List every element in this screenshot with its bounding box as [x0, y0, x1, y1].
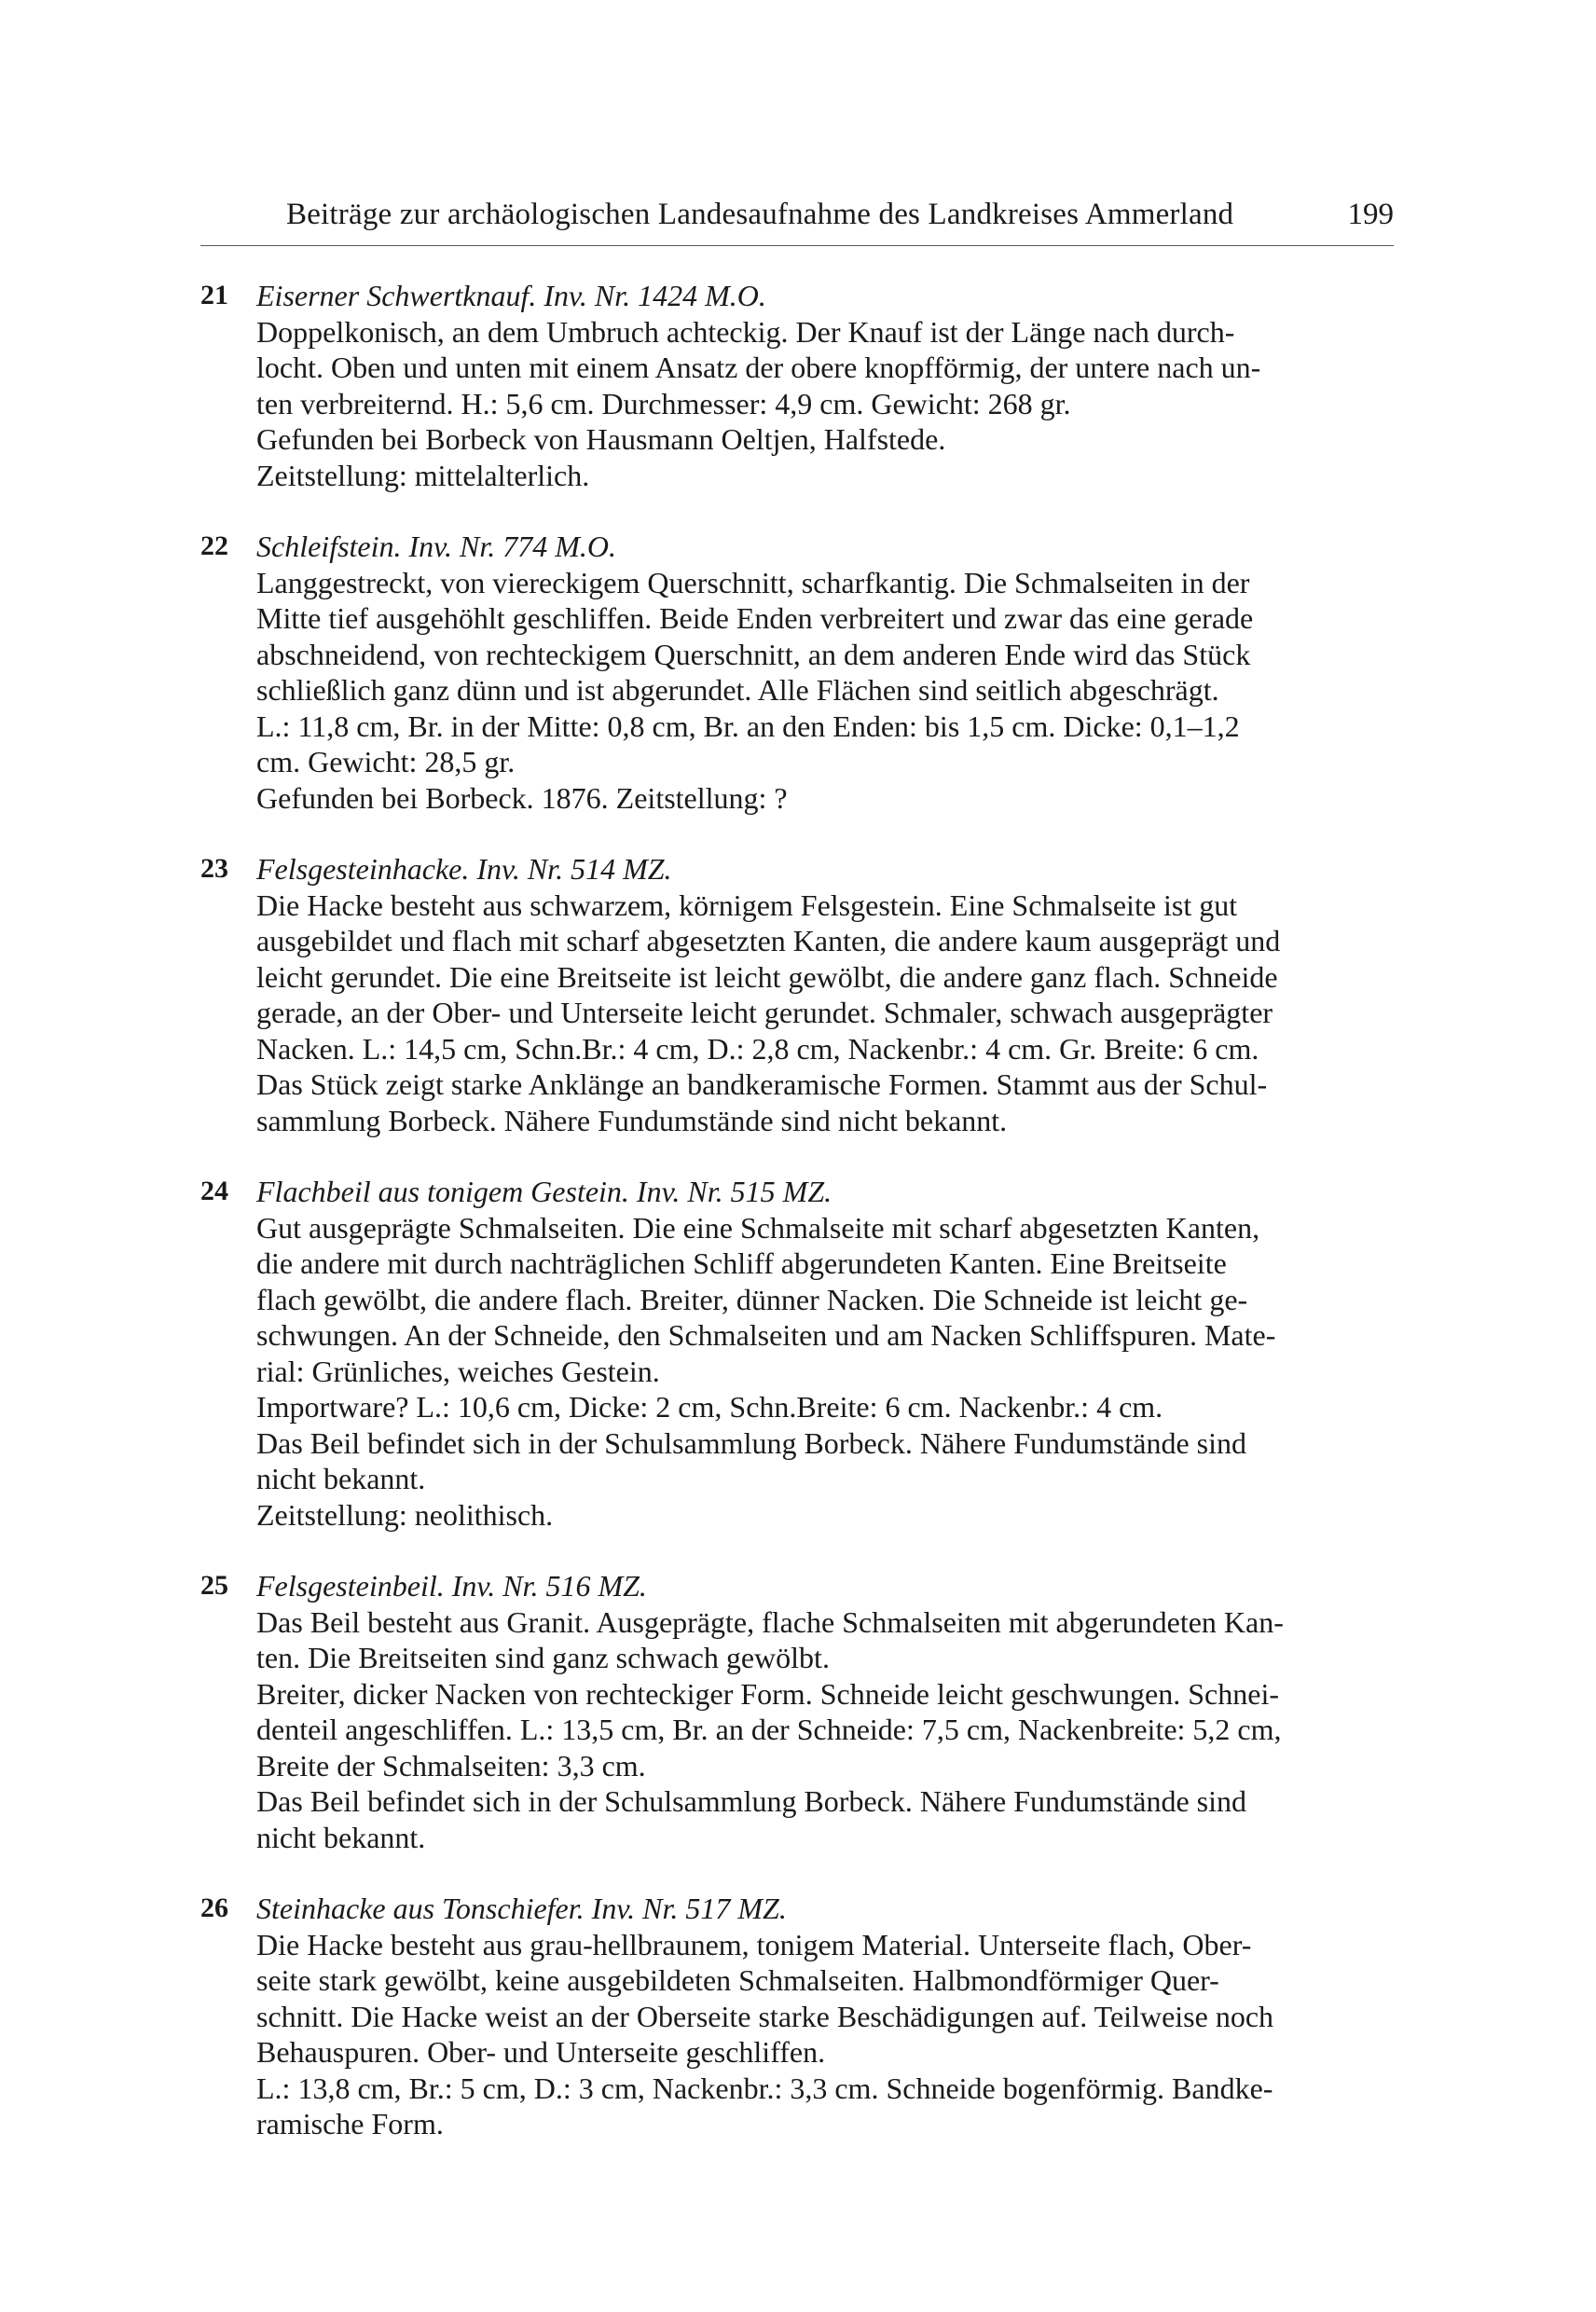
entry-text-line: Gut ausgeprägte Schmalseiten. Die eine Schmalseite mit scharf abgesetzten Kanten, — [256, 1210, 1260, 1245]
entry-text-line: gerade, an der Ober- und Unterseite leicht gerundet. Schmaler, schwach ausgeprägter — [256, 996, 1273, 1029]
entry-text-line: Die Hacke besteht aus grau-hellbraunem, tonigem Material. Unterseite flach, Ober- — [256, 1927, 1252, 1961]
entry-number: 21 — [200, 280, 228, 310]
entry-text-line: abschneidend, von rechteckigem Querschnitt, an dem anderen Ende wird das Stück — [256, 637, 1251, 671]
entry-text-line: Gefunden bei Borbeck. 1876. Zeitstellung: ? — [256, 780, 788, 815]
page-number: 199 — [1347, 198, 1394, 231]
catalog-entry-26 — [200, 1891, 1394, 2142]
entry-text-line: Langgestreckt, von viereckigem Querschnitt, scharfkantig. Die Schmalseiten in der — [256, 565, 1250, 599]
entry-text-line: Das Beil besteht aus Granit. Ausgeprägte, flache Schmalseiten mit abgerundeten Kan- — [256, 1604, 1284, 1639]
entry-number: 26 — [200, 1892, 228, 1923]
entry-text-line: schnitt. Die Hacke weist an der Oberseite starke Beschädigungen auf. Teilweise noch — [256, 1999, 1274, 2033]
entry-text-line: Das Beil befindet sich in der Schulsammlung Borbeck. Nähere Fundumstände sind — [256, 1784, 1247, 1818]
entry-text-line: Behauspuren. Ober- und Unterseite geschliffen. — [256, 2035, 826, 2069]
entry-text-line: ten verbreiternd. H.: 5,6 cm. Durchmesser: 4,9 cm. Gewicht: 268 gr. — [256, 386, 1071, 420]
entry-text-line: rial: Grünliches, weiches Gestein. — [256, 1354, 660, 1388]
entry-title: Felsgesteinbeil. Inv. Nr. 516 MZ. — [256, 1569, 647, 1603]
entry-text-line: sammlung Borbeck. Nähere Fundumstände sind nicht bekannt. — [256, 1103, 1008, 1137]
entry-text-line: ramische Form. — [256, 2107, 444, 2140]
entry-text-line: Das Beil befindet sich in der Schulsammlung Borbeck. Nähere Fundumstände sind — [256, 1425, 1247, 1460]
entry-text-line: nicht bekannt. — [256, 1462, 426, 1495]
catalog-entry-22 — [200, 529, 1394, 816]
entry-text-line: ausgebildet und flach mit scharf abgesetzten Kanten, die andere kaum ausgeprägt und — [256, 924, 1281, 957]
entry-text-line: schließlich ganz dünn und ist abgerundet. Alle Flächen sind seitlich abgeschrägt. — [256, 673, 1219, 707]
entry-title: Schleifstein. Inv. Nr. 774 M.O. — [256, 530, 617, 563]
entry-text-line: cm. Gewicht: 28,5 gr. — [256, 745, 516, 778]
catalog-entries — [200, 278, 1394, 2178]
entry-number: 22 — [200, 530, 228, 561]
entry-text-line: ten. Die Breitseiten sind ganz schwach gewölbt. — [256, 1641, 830, 1674]
entry-text-line: flach gewölbt, die andere flach. Breiter, dünner Nacken. Die Schneide ist leicht ge- — [256, 1282, 1248, 1316]
entry-text-line: schwungen. An der Schneide, den Schmalseiten und am Nacken Schliffspuren. Mate- — [256, 1318, 1276, 1352]
catalog-entry-21 — [200, 278, 1394, 493]
entry-number: 24 — [200, 1176, 228, 1206]
entry-text-line: denteil angeschliffen. L.: 13,5 cm, Br. an der Schneide: 7,5 cm, Nackenbreite: 5,2 cm, — [256, 1713, 1282, 1746]
entry-text-line: Zeitstellung: neolithisch. — [256, 1497, 554, 1532]
entry-number: 25 — [200, 1570, 228, 1601]
entry-text-line: Nacken. L.: 14,5 cm, Schn.Br.: 4 cm, D.: 2,8 cm, Nackenbr.: 4 cm. Gr. Breite: 6 cm. — [256, 1031, 1259, 1066]
entry-text-line: leicht gerundet. Die eine Breitseite ist leicht gewölbt, die andere ganz flach. Schneide — [256, 959, 1278, 994]
entry-number: 23 — [200, 853, 228, 884]
entry-text-line: L.: 13,8 cm, Br.: 5 cm, D.: 3 cm, Nackenbr.: 3,3 cm. Schneide bogenförmig. Bandke- — [256, 2071, 1273, 2105]
entry-text-line: Breiter, dicker Nacken von rechteckiger Form. Schneide leicht geschwungen. Schnei- — [256, 1676, 1279, 1711]
entry-text-line: Das Stück zeigt starke Anklänge an bandkeramische Formen. Stammt aus der Schul- — [256, 1067, 1268, 1101]
entry-text-line: nicht bekannt. — [256, 1820, 426, 1854]
entry-title: Felsgesteinhacke. Inv. Nr. 514 MZ. — [256, 852, 672, 886]
entry-text-line: Importware? L.: 10,6 cm, Dicke: 2 cm, Schn.Breite: 6 cm. Nackenbr.: 4 cm. — [256, 1390, 1163, 1424]
running-header-title: Beiträge zur archäologischen Landesaufnahme des Landkreises Ammerland — [286, 198, 1234, 231]
entry-text-line: locht. Oben und unten mit einem Ansatz der obere knopfförmig, der untere nach un- — [256, 351, 1261, 384]
entry-text-line: Breite der Schmalseiten: 3,3 cm. — [256, 1748, 646, 1782]
catalog-entry-24 — [200, 1174, 1394, 1533]
entry-text-line: Mitte tief ausgehöhlt geschliffen. Beide Enden verbreitert und zwar das eine gerade — [256, 601, 1254, 635]
entry-title: Eiserner Schwertknauf. Inv. Nr. 1424 M.O. — [256, 279, 766, 312]
entry-text-line: seite stark gewölbt, keine ausgebildeten Schmalseiten. Halbmondförmiger Quer- — [256, 1963, 1219, 1997]
entry-text-line: die andere mit durch nachträglichen Schliff abgerundeten Kanten. Eine Breitseite — [256, 1246, 1227, 1280]
catalog-entry-25 — [200, 1568, 1394, 1855]
header-rule — [200, 245, 1394, 246]
catalog-entry-23 — [200, 851, 1394, 1138]
entry-text-line: Zeitstellung: mittelalterlich. — [256, 458, 590, 492]
entry-title: Flachbeil aus tonigem Gestein. Inv. Nr. 515 MZ. — [256, 1175, 832, 1208]
entry-text-line: Gefunden bei Borbeck von Hausmann Oeltjen, Halfstede. — [256, 422, 946, 456]
entry-text-line: Doppelkonisch, an dem Umbruch achteckig. Der Knauf ist der Länge nach durch- — [256, 314, 1235, 349]
entry-text-line: L.: 11,8 cm, Br. in der Mitte: 0,8 cm, Br. an den Enden: bis 1,5 cm. Dicke: 0,1–1,2 — [256, 709, 1240, 743]
entry-text-line: Die Hacke besteht aus schwarzem, körnigem Felsgestein. Eine Schmalseite ist gut — [256, 888, 1238, 922]
entry-title: Steinhacke aus Tonschiefer. Inv. Nr. 517 MZ. — [256, 1892, 787, 1925]
running-header — [200, 194, 1394, 242]
